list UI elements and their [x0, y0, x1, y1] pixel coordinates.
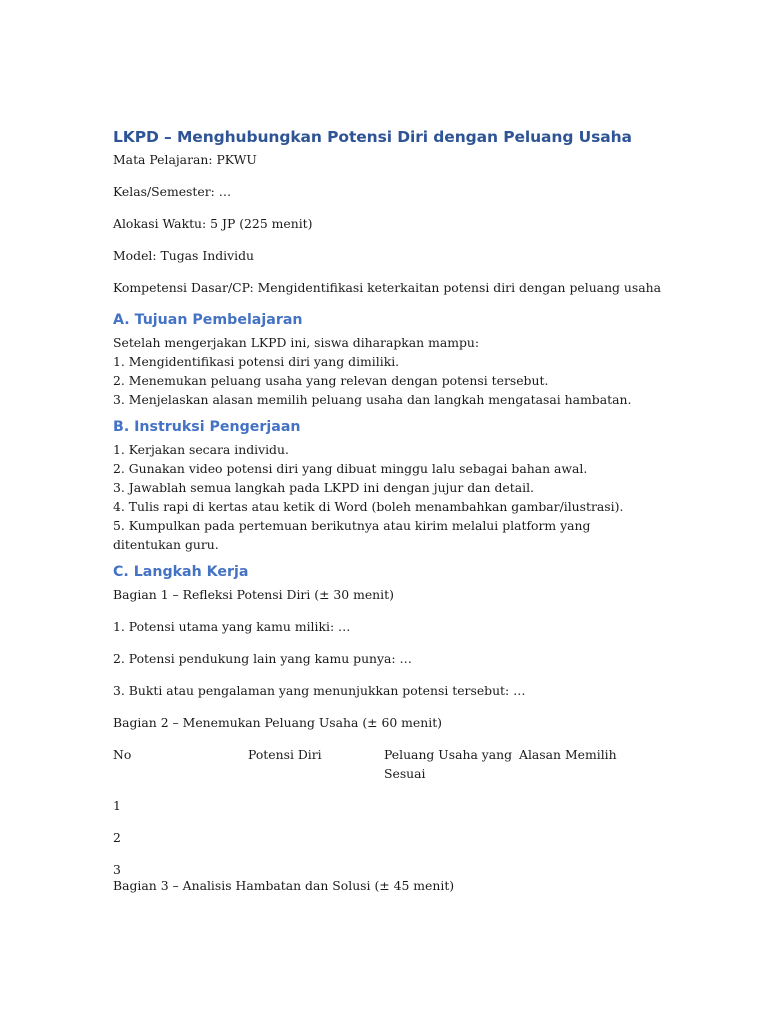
meta-competency: Kompetensi Dasar/CP: Mengidentifikasi keterkaitan potensi diri dengan peluang usaha: [113, 280, 662, 295]
table-row: 1: [113, 798, 121, 813]
table-header-reason: Alasan Memilih: [519, 747, 617, 762]
table-row: 2: [113, 830, 121, 845]
meta-time-allocation: Alokasi Waktu: 5 JP (225 menit): [113, 216, 313, 231]
part1-question: 3. Bukti atau pengalaman yang menunjukkan potensi tersebut: …: [113, 683, 526, 698]
table-header-opportunity: Peluang Usaha yang Sesuai: [384, 747, 513, 781]
list-item: 1. Kerjakan secara individu.: [113, 442, 289, 457]
opportunity-table: [113, 745, 653, 877]
document-page: [113, 124, 662, 895]
meta-subject: Mata Pelajaran: PKWU: [113, 152, 257, 167]
meta-model: Model: Tugas Individu: [113, 248, 254, 263]
part2-title: Bagian 2 – Menemukan Peluang Usaha (± 60 menit): [113, 715, 443, 730]
list-item: 2. Menemukan peluang usaha yang relevan dengan potensi tersebut.: [113, 373, 549, 388]
section-a-intro: Setelah mengerjakan LKPD ini, siswa diharapkan mampu:: [113, 335, 480, 350]
section-a-heading: A. Tujuan Pembelajaran: [113, 312, 303, 328]
section-b-heading: B. Instruksi Pengerjaan: [113, 419, 301, 435]
section-c: [113, 560, 653, 895]
document-meta: [113, 150, 662, 308]
meta-class-semester: Kelas/Semester: …: [113, 184, 232, 199]
table-header-no: No: [113, 747, 132, 762]
list-item: 5. Kumpulkan pada pertemuan berikutnya atau kirim melalui platform yang ditentukan guru.: [113, 518, 591, 552]
section-a: [113, 308, 653, 415]
part1-question: 2. Potensi pendukung lain yang kamu punya: …: [113, 651, 412, 666]
list-item: 4. Tulis rapi di kertas atau ketik di Word (boleh menambahkan gambar/ilustrasi).: [113, 499, 624, 514]
table-row: 3: [113, 862, 121, 877]
section-b: [113, 415, 653, 560]
document-title: LKPD – Menghubungkan Potensi Diri dengan Peluang Usaha: [113, 128, 632, 146]
part1-title: Bagian 1 – Refleksi Potensi Diri (± 30 menit): [113, 587, 394, 602]
list-item: 3. Jawablah semua langkah pada LKPD ini dengan jujur dan detail.: [113, 480, 534, 495]
part1-question: 1. Potensi utama yang kamu miliki: …: [113, 619, 351, 634]
list-item: 1. Mengidentifikasi potensi diri yang dimiliki.: [113, 354, 400, 369]
list-item: 3. Menjelaskan alasan memilih peluang usaha dan langkah mengatasai hambatan.: [113, 392, 632, 407]
section-c-heading: C. Langkah Kerja: [113, 564, 249, 580]
list-item: 2. Gunakan video potensi diri yang dibuat minggu lalu sebagai bahan awal.: [113, 461, 588, 476]
part3-title: Bagian 3 – Analisis Hambatan dan Solusi (± 45 menit): [113, 878, 455, 893]
table-header-potential: Potensi Diri: [248, 747, 322, 762]
